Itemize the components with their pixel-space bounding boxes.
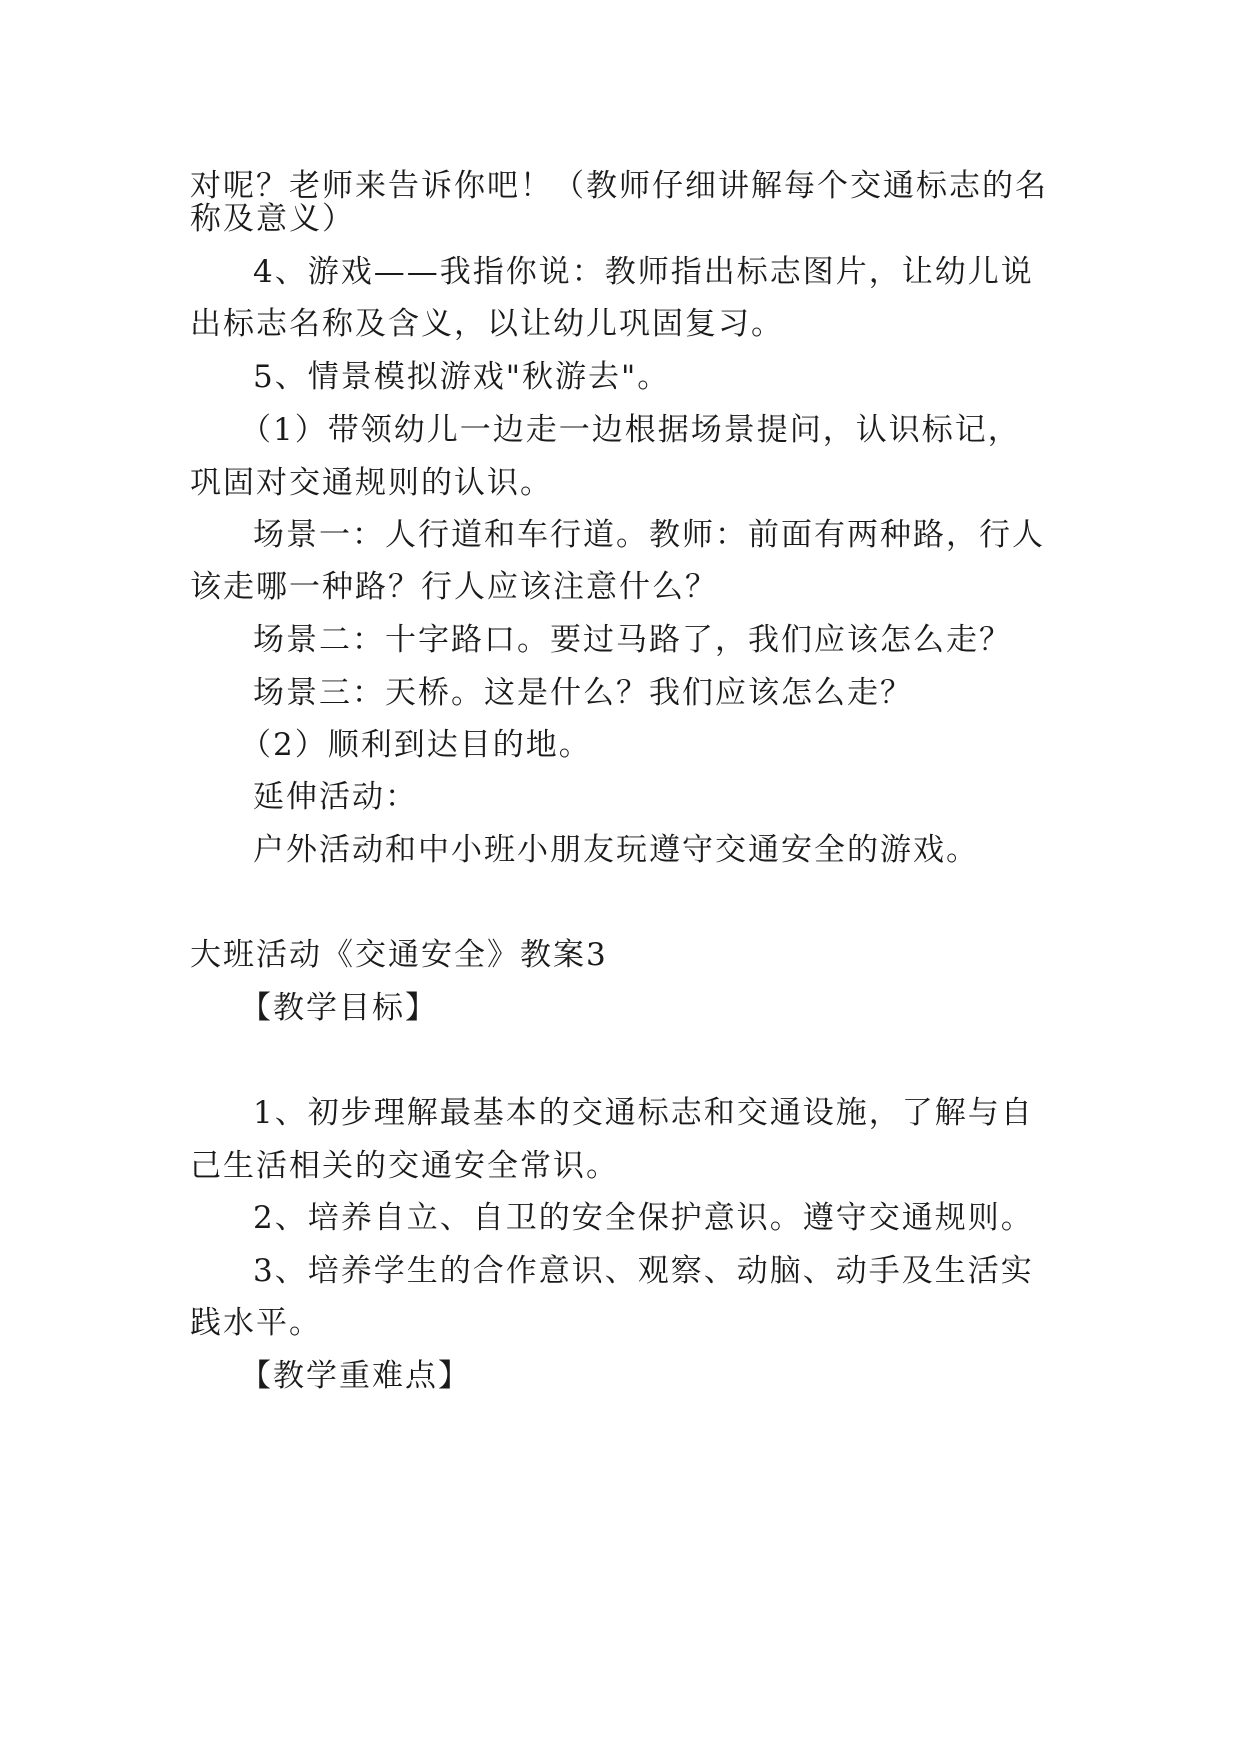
paragraph-line: 场景三：天桥。这是什么？我们应该怎么走？ [253,675,913,711]
section-heading: 【教学目标】 [240,990,438,1026]
section-heading: 【教学重难点】 [240,1358,471,1394]
paragraph-line: 1、初步理解最基本的交通标志和交通设施，了解与自 [253,1095,1034,1131]
paragraph-line: 称及意义） [190,201,355,237]
paragraph-line: 场景二：十字路口。要过马路了，我们应该怎么走？ [253,622,1012,658]
paragraph-line: 5、情景模拟游戏"秋游去"。 [253,359,671,395]
paragraph-line: （1）带领幼儿一边走一边根据场景提问，认识标记， [240,412,1021,448]
paragraph-line: 践水平。 [190,1305,322,1341]
paragraph-line: 延伸活动： [253,779,418,815]
paragraph-line: 户外活动和中小班小朋友玩遵守交通安全的游戏。 [253,832,979,868]
paragraph-line: 巩固对交通规则的认识。 [190,465,553,501]
paragraph-line: 出标志名称及含义，以让幼儿巩固复习。 [190,306,784,342]
paragraph-line: 对呢？老师来告诉你吧！（教师仔细讲解每个交通标志的名 [190,168,1048,204]
paragraph-line: 己生活相关的交通安全常识。 [190,1148,619,1184]
paragraph-line: 该走哪一种路？行人应该注意什么？ [190,569,718,605]
paragraph-line: 2、培养自立、自卫的安全保护意识。遵守交通规则。 [253,1200,1034,1236]
paragraph-line: 场景一：人行道和车行道。教师：前面有两种路，行人 [253,517,1045,553]
section-title: 大班活动《交通安全》教案3 [190,937,608,973]
paragraph-line: 3、培养学生的合作意识、观察、动脑、动手及生活实 [253,1253,1034,1289]
paragraph-line: 4、游戏——我指你说：教师指出标志图片，让幼儿说 [253,254,1034,290]
paragraph-line: （2）顺利到达目的地。 [240,727,592,763]
